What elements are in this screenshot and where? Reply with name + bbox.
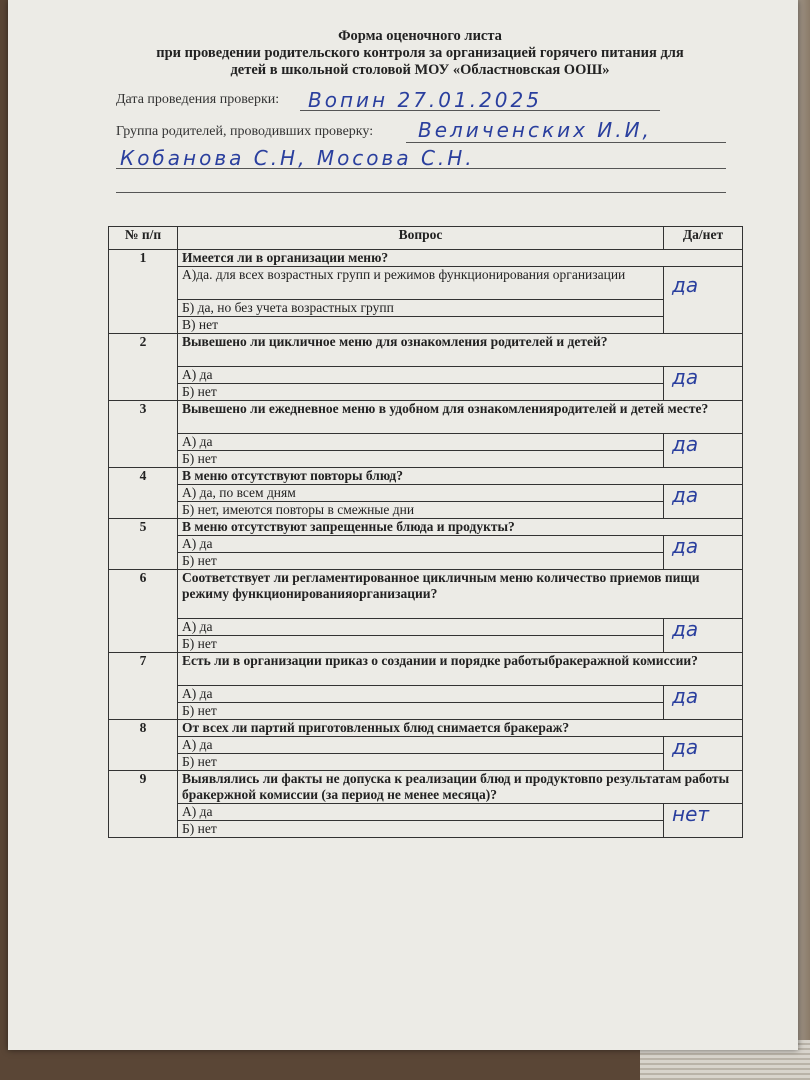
row-number: 3 <box>109 401 178 468</box>
table-row <box>109 468 743 485</box>
date-handwritten: Вопин 27.01.2025 <box>308 88 542 112</box>
option-row <box>109 754 743 771</box>
option-row <box>109 300 743 317</box>
option-text: Б) нет <box>178 636 664 653</box>
group-line-1 <box>406 142 726 143</box>
table-header-row <box>109 227 743 250</box>
title-line-2: при проведении родительского контроля за организацией горячего питания для <box>156 45 684 61</box>
option-text: А)да. для всех возрастных групп и режимов функционирования организации <box>178 267 664 300</box>
group-handwritten-2: Кобанова С.Н, Мосова С.Н. <box>120 146 475 170</box>
table-row <box>109 771 743 804</box>
answer-cell <box>664 536 743 570</box>
option-text: А) да <box>178 619 664 636</box>
header-number: № п/п <box>109 227 178 250</box>
row-question: От всех ли партий приготовленных блюд снимается бракераж? <box>178 720 743 737</box>
option-row <box>109 384 743 401</box>
row-number: 7 <box>109 653 178 720</box>
row-number: 1 <box>109 250 178 334</box>
option-row <box>109 502 743 519</box>
table-row <box>109 653 743 686</box>
option-text: А) да <box>178 804 664 821</box>
option-text: А) да <box>178 686 664 703</box>
option-text: Б) нет <box>178 451 664 468</box>
table-row <box>109 334 743 367</box>
option-row <box>109 267 743 300</box>
row-question: Вывешено ли ежедневное меню в удобном для ознакомленияродителей и детей месте? <box>178 401 743 434</box>
row-number: 9 <box>109 771 178 838</box>
answer-handwritten: да <box>672 617 699 641</box>
answer-handwritten: да <box>672 432 699 456</box>
group-handwritten-1: Величенских И.И, <box>418 118 652 142</box>
group-line-3 <box>116 192 726 193</box>
option-text: Б) нет <box>178 821 664 838</box>
row-question: В меню отсутствуют повторы блюд? <box>178 468 743 485</box>
option-row <box>109 737 743 754</box>
option-row <box>109 317 743 334</box>
row-question: Вывешено ли цикличное меню для ознакомления родителей и детей? <box>178 334 743 367</box>
option-text: А) да <box>178 536 664 553</box>
option-row <box>109 821 743 838</box>
group-label: Группа родителей, проводивших проверку: <box>116 124 374 139</box>
answer-cell <box>664 737 743 771</box>
answer-handwritten: да <box>672 273 699 297</box>
answer-handwritten: да <box>672 684 699 708</box>
option-text: Б) нет <box>178 384 664 401</box>
option-text: А) да, по всем дням <box>178 485 664 502</box>
option-text: Б) нет <box>178 553 664 570</box>
table-row <box>109 401 743 434</box>
answer-cell <box>664 267 743 334</box>
table-row <box>109 720 743 737</box>
option-text: Б) нет <box>178 754 664 771</box>
row-number: 5 <box>109 519 178 570</box>
answer-cell <box>664 485 743 519</box>
table-row <box>109 250 743 267</box>
answer-cell <box>664 619 743 653</box>
option-text: Б) да, но без учета возрастных групп <box>178 300 664 317</box>
option-text: Б) нет <box>178 703 664 720</box>
option-row <box>109 536 743 553</box>
option-row <box>109 804 743 821</box>
option-row <box>109 619 743 636</box>
option-text: В) нет <box>178 317 664 334</box>
answer-handwritten: нет <box>672 802 710 826</box>
option-row <box>109 485 743 502</box>
row-question: Выявлялись ли факты не допуска к реализации блюд и продуктовпо результатам работы бракержной комиссии (за период не менее месяца)? <box>178 771 743 804</box>
answer-cell <box>664 686 743 720</box>
row-number: 4 <box>109 468 178 519</box>
answer-cell <box>664 434 743 468</box>
answer-cell <box>664 367 743 401</box>
row-question: В меню отсутствуют запрещенные блюда и продукты? <box>178 519 743 536</box>
row-number: 2 <box>109 334 178 401</box>
header-answer: Да/нет <box>664 227 743 250</box>
answer-handwritten: да <box>672 365 699 389</box>
document-title <box>110 28 730 79</box>
option-text: А) да <box>178 367 664 384</box>
answer-cell <box>664 804 743 838</box>
option-row <box>109 367 743 384</box>
answer-handwritten: да <box>672 735 699 759</box>
option-text: А) да <box>178 737 664 754</box>
option-row <box>109 434 743 451</box>
answer-handwritten: да <box>672 534 699 558</box>
option-row <box>109 636 743 653</box>
row-question: Имеется ли в организации меню? <box>178 250 743 267</box>
row-number: 8 <box>109 720 178 771</box>
row-question: Есть ли в организации приказ о создании и порядке работыбракеражной комиссии? <box>178 653 743 686</box>
table-row <box>109 519 743 536</box>
option-row <box>109 703 743 720</box>
option-text: А) да <box>178 434 664 451</box>
option-row <box>109 451 743 468</box>
option-row <box>109 553 743 570</box>
answer-handwritten: да <box>672 483 699 507</box>
row-number: 6 <box>109 570 178 653</box>
checklist-table <box>108 226 743 838</box>
row-question: Соответствует ли регламентированное цикличным меню количество приемов пищи режиму функционированияорганизации? <box>178 570 743 619</box>
date-label: Дата проведения проверки: <box>116 92 280 107</box>
option-text: Б) нет, имеются повторы в смежные дни <box>178 502 664 519</box>
table-row <box>109 570 743 619</box>
title-line-1: Форма оценочного листа <box>338 28 502 44</box>
option-row <box>109 686 743 703</box>
header-question: Вопрос <box>178 227 664 250</box>
title-line-3: детей в школьной столовой МОУ «Областновская ООШ» <box>230 62 610 78</box>
